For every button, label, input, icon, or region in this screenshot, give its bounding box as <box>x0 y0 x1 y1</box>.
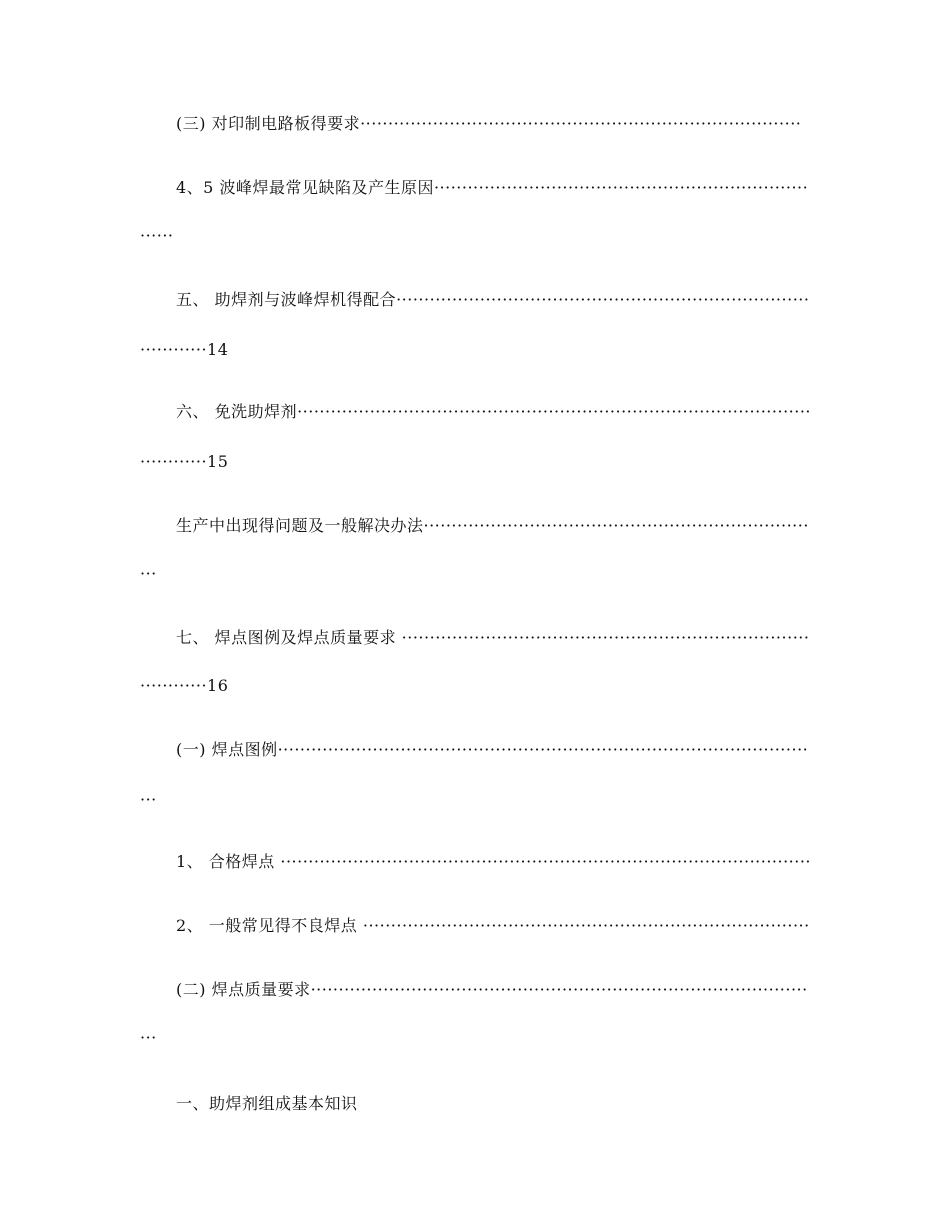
toc-entry-wave-solder-defects: 4、5 波峰焊最常见缺陷及产生原因··································································· <box>176 178 809 197</box>
toc-entry-continuation: ··· <box>140 1028 157 1047</box>
toc-entry-common-bad-joints: 2、 一般常见得不良焊点 ················································································ <box>176 916 810 935</box>
section-heading-flux-basics: 一、助焊剂组成基本知识 <box>176 1094 358 1113</box>
toc-entry-continuation: ······ <box>140 226 174 245</box>
toc-entry-continuation-page: ············15 <box>140 452 229 471</box>
toc-entry-continuation-page: ············14 <box>140 340 229 359</box>
toc-entry-continuation: ··· <box>140 790 157 809</box>
toc-entry-flux-machine-match: 五、 助焊剂与波峰焊机得配合·········································································· <box>176 290 810 309</box>
toc-entry-qualified-joints: 1、 合格焊点 ······························································································· <box>176 852 812 871</box>
toc-entry-no-clean-flux: 六、 免洗助焊剂···························································································· <box>176 402 811 421</box>
toc-entry-solder-joint-examples-quality: 七、 焊点图例及焊点质量要求 ········································································· <box>176 628 810 647</box>
toc-entry-joint-quality-requirements: (二) 焊点质量要求························································································· <box>176 980 808 999</box>
toc-entry-pcb-requirements: (三) 对印制电路板得要求··············································································· <box>176 114 802 133</box>
toc-entry-continuation-page: ············16 <box>140 676 229 695</box>
toc-entry-production-problems: 生产中出现得问题及一般解决办法····································································· <box>176 516 809 535</box>
toc-entry-solder-joint-examples: (一) 焊点图例······························································································· <box>176 740 809 759</box>
toc-entry-continuation: ··· <box>140 564 157 583</box>
